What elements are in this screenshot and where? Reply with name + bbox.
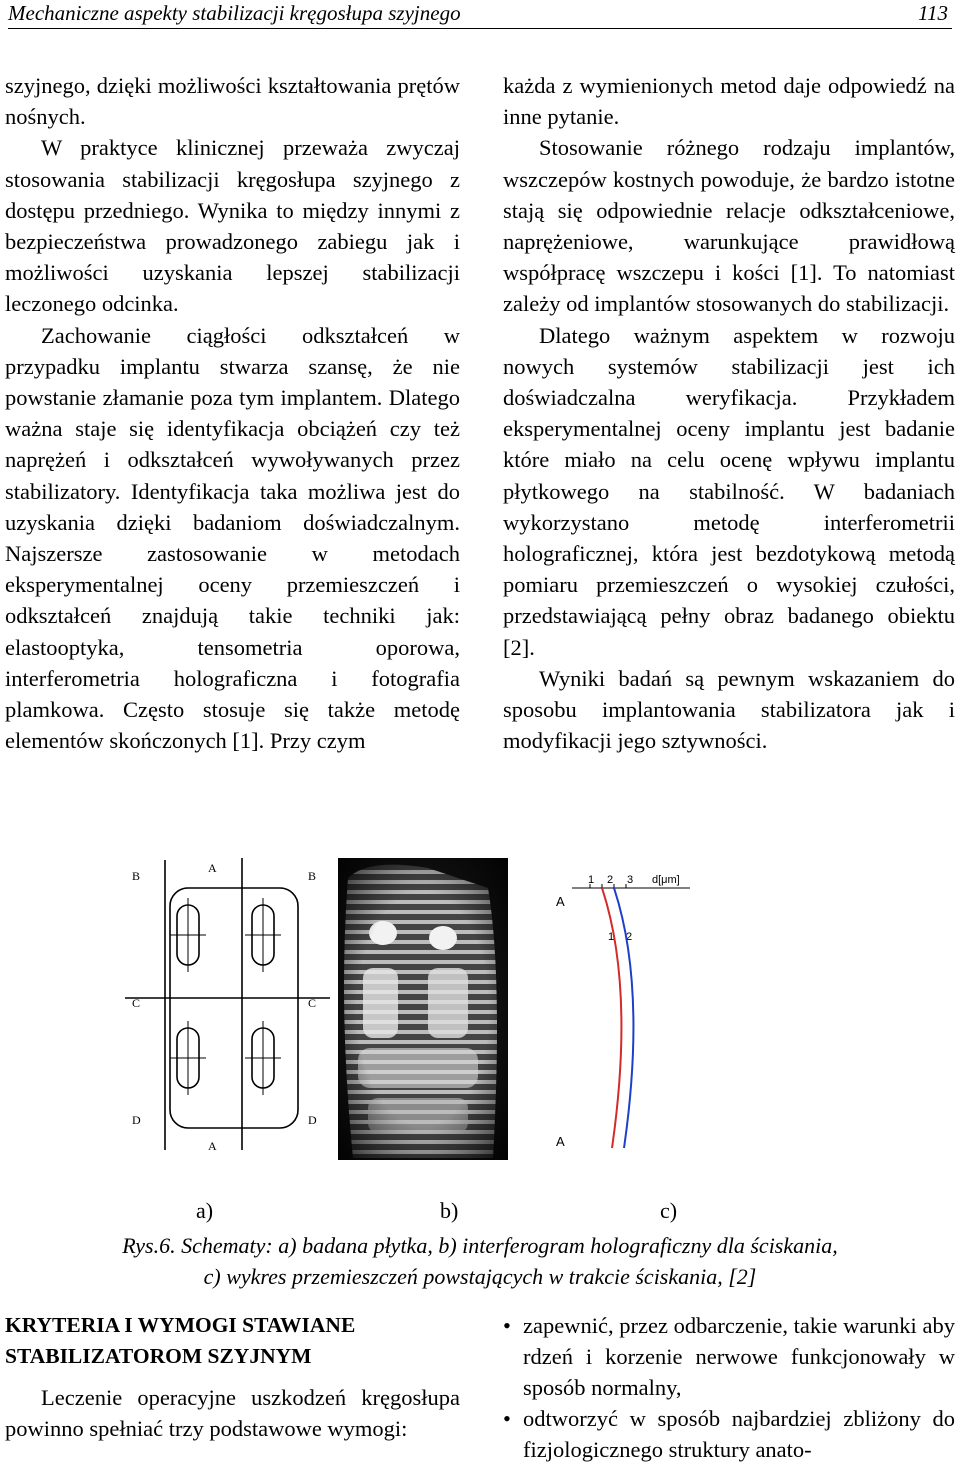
right-column [503, 70, 955, 756]
graph-tick-1: 1 [588, 874, 595, 886]
paragraph: Dlatego ważnym aspektem w rozwoju nowych systemów stabilizacji jest ich doświadczalna weryfikacja. Przykładem eksperymentalnej oceny implantu jest badanie które miało na celu ocenę wpływu implantu płytkowego na stabilność. W badaniach wykorzystano metodę interferometrii holograficznej, która jest bezdotykową metodą pomiaru przemieszczeń o wysokiej czułości, przedstawiającą pełny obraz badanego obiektu [2]. [503, 322, 955, 660]
figure-caption [0, 1230, 960, 1292]
caption-line: Rys.6. Schematy: a) badana płytka, b) interferogram holograficzny dla ściskania, [122, 1233, 838, 1258]
plate-schematic [120, 850, 340, 1160]
label-c-right: C [308, 996, 317, 1010]
graph-tick-2: 2 [607, 874, 614, 886]
left-column [5, 70, 460, 756]
figure-6 [0, 850, 960, 1160]
curve-label-2: 2 [626, 931, 633, 943]
graph-label-a-top: A [556, 894, 565, 909]
curve-label-1: 1 [608, 931, 615, 943]
label-b-left: B [132, 869, 141, 883]
section-heading: KRYTERIA I WYMOGI STAWIANE STABILIZATOROM SZYJNYM [5, 1313, 356, 1368]
paragraph: Wyniki badań są pewnym wskazaniem do sposobu implantowania stabilizatora jak i modyfikacji jego sztywności. [503, 665, 955, 754]
graph-label-a-bottom: A [556, 1134, 565, 1149]
paragraph: W praktyce klinicznej przeważa zwyczaj stosowania stabilizacji kręgosłupa szyjnego z dostępu przedniego. Wynika to między innymi z bezpieczeństwa prowadzonego zabiegu jak i możliwości uzyskania lepszej stabilizacji leczonego odcinka. [5, 135, 460, 317]
label-d-left: D [132, 1113, 141, 1127]
interferogram-photo [338, 858, 508, 1160]
label-a-bottom: A [208, 1139, 217, 1153]
graph-tick-3: 3 [627, 874, 634, 886]
label-c-left: C [132, 996, 141, 1010]
list-item: • odtworzyć w sposób najbardziej zbliżony do fizjologicznego struktury anato- [503, 1403, 955, 1465]
paragraph: Zachowanie ciągłości odkształceń w przypadku implantu stwarza szansę, że nie powstanie złamanie poza tym implantem. Dlatego ważna staje się identyfikacja obciążeń czy też naprężeń i odkształceń wywoływanych przez stabilizatory. Identyfikacja taka możliwa jest do uzyskania dzięki badaniom doświadczalnym. Najszersze zastosowanie w metodach eksperymentalnej oceny przemieszczeń i odkształceń znajdują takie techniki jak: elastooptyka, tensometria oporowa, interferometria holograficzna i fotografia plamkowa. Często stosuje się także metodę elementów skończonych [1]. Przy czym [5, 322, 460, 754]
caption-line: c) wykres przemieszczeń powstających w trakcie ściskania, [2] [203, 1264, 757, 1289]
list-item: • zapewnić, przez odbarczenie, takie warunki aby rdzeń i korzenie nerwowe funkcjonowały w sposób normalny, [503, 1310, 955, 1403]
figure-panel-labels [0, 1198, 960, 1228]
displacement-graph [550, 868, 710, 1158]
paragraph: szyjnego, dzięki możliwości kształtowania prętów nośnych. [5, 73, 460, 130]
page-number: 113 [918, 1, 948, 25]
paragraph: Leczenie operacyjne uszkodzeń kręgosłupa powinno spełniać trzy podstawowe wymogi: [5, 1385, 460, 1441]
running-title: Mechaniczne aspekty stabilizacji kręgosłupa szyjnego [8, 1, 461, 25]
label-b-right: B [308, 869, 317, 883]
requirements-list [503, 1310, 955, 1465]
page-header [8, 0, 952, 29]
panel-label-a: a) [196, 1198, 214, 1223]
panel-label-c: c) [660, 1198, 678, 1223]
panel-label-b: b) [440, 1198, 459, 1223]
section-right [503, 1310, 955, 1465]
curve-1 [602, 888, 621, 1148]
graph-unit-label: d[μm] [652, 874, 680, 886]
label-a-top: A [208, 861, 217, 875]
section-left [5, 1310, 460, 1444]
paragraph: każda z wymienionych metod daje odpowiedź na inne pytanie. [503, 73, 955, 130]
paragraph: Stosowanie różnego rodzaju implantów, wszczepów kostnych powoduje, że bardzo istotne stają się odpowiednie relacje odkształceniowe, naprężeniowe, warunkujące prawidłową współpracę wszczepu i kości [1]. To natomiast zależy od implantów stosowanych do stabilizacji. [503, 135, 955, 317]
label-d-right: D [308, 1113, 317, 1127]
